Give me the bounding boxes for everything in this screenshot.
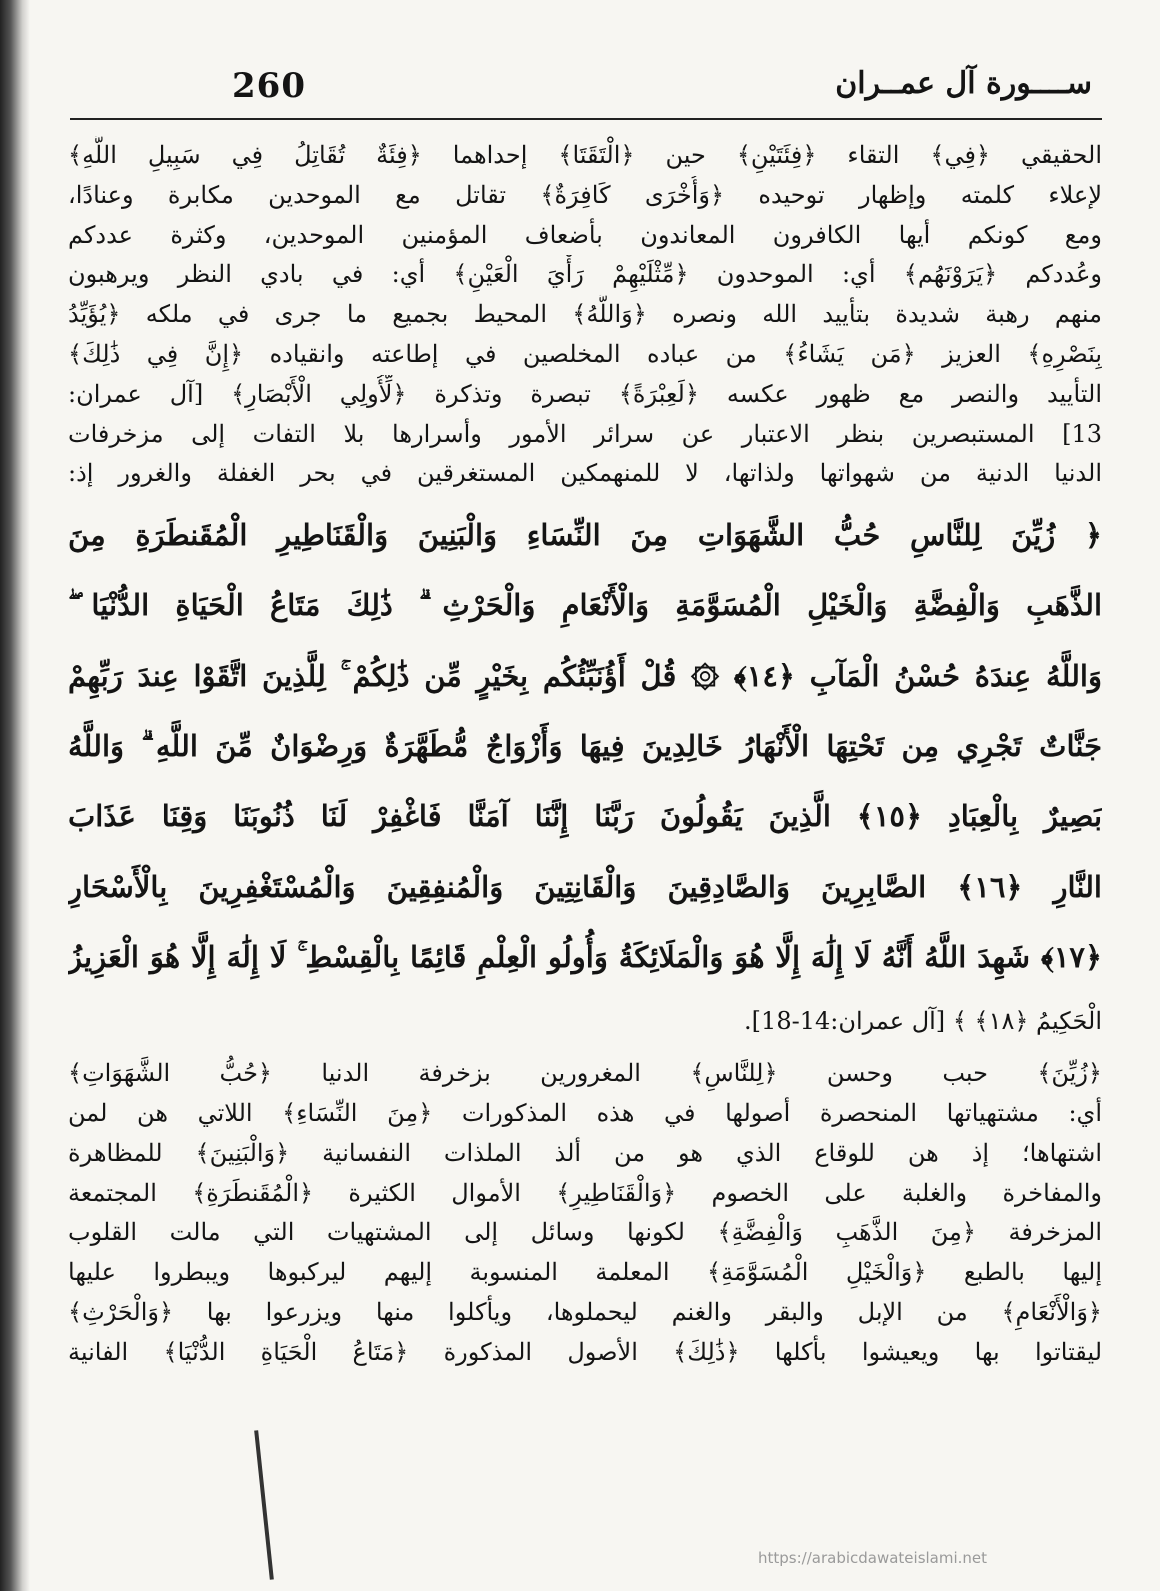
commentary-line: التأييد والنصر مع ظهور عكسه ﴿لَعِبْرَةً﴾ تبصرة وتذكرة ﴿لِّأُولِي الْأَبْصَارِ﴾ [آل عمران:	[68, 379, 1102, 408]
pen-stroke-mark	[254, 1430, 274, 1580]
commentary-line: لإعلاء كلمته وإظهار توحيده ﴿وَأُخْرَى كَافِرَةٌ﴾ تقاتل مع الموحدين مكابرة وعنادًا،	[68, 180, 1102, 209]
quran-verse-line: ﴿١٧﴾ شَهِدَ اللَّهُ أَنَّهُ لَا إِلَٰهَ إِلَّا هُوَ وَالْمَلَائِكَةُ وَأُولُو الْعِلْمِ قَائِمًا بِالْقِسْطِ ۚ لَا إِلَٰهَ إِلَّا هُوَ الْعَزِيزُ	[68, 939, 1102, 974]
commentary-line: الحقيقي ﴿فِي﴾ التقاء ﴿فِئَتَيْنِ﴾ حين ﴿الْتَقَتَا﴾ إحداهما ﴿فِئَةٌ تُقَاتِلُ فِي سَبِيلِ اللَّهِ﴾	[68, 141, 1102, 169]
quran-verse-line: وَاللَّهُ عِندَهُ حُسْنُ الْمَآبِ ﴿١٤﴾ ۞ قُلْ أَؤُنَبِّئُكُم بِخَيْرٍ مِّن ذَٰلِكُمْ ۚ لِلَّذِينَ اتَّقَوْا عِندَ رَبِّهِمْ	[68, 658, 1102, 693]
commentary-line: اشتهاها؛ إذ هن للوقاع الذي هو من ألذ الملذات النفسانية ﴿وَالْبَنِينَ﴾ للمظاهرة	[68, 1138, 1102, 1167]
commentary-line: ليقتاتوا بها ويعيشوا بأكلها ﴿ذَٰلِكَ﴾ الأصول المذكورة ﴿مَتَاعُ الْحَيَاةِ الدُّنْيَا﴾ الفانية	[68, 1337, 1102, 1366]
surah-title: ســــورة آل عمــران	[835, 66, 1092, 101]
quran-verse-end-line	[68, 992, 1102, 1050]
quran-verse-line: الذَّهَبِ وَالْفِضَّةِ وَالْخَيْلِ الْمُسَوَّمَةِ وَالْأَنْعَامِ وَالْحَرْثِ ۗ ذَٰلِكَ مَتَاعُ الْحَيَاةِ الدُّنْيَا ۖ	[68, 588, 1102, 623]
commentary-line: الدنيا الدنية من شهواتها ولذاتها، لا للمنهمكين المستغرقين في بحر الغفلة والغرور إذ:	[68, 459, 1102, 488]
scan-page-edge	[0, 0, 30, 1591]
quran-verses-block	[68, 500, 1102, 1050]
commentary-line: منهم رهبة شديدة بتأييد الله ونصره ﴿وَاللَّهُ﴾ المحيط بجميع ما جرى في ملكه ﴿يُؤَيِّدُ	[68, 300, 1102, 329]
watermark-url: https://arabicdawateislami.net	[758, 1549, 988, 1567]
quran-verse-line: الْحَكِيمُ ﴿١٨﴾ ﴾	[952, 1007, 1102, 1036]
verse-reference: [آل عمران:14-18].	[744, 1007, 946, 1036]
commentary-line: ﴿زُيِّنَ﴾ حبب وحسن ﴿لِلنَّاسِ﴾ المغرورين بزخرفة الدنيا ﴿حُبُّ الشَّهَوَاتِ﴾	[68, 1059, 1102, 1088]
commentary-bottom	[68, 1054, 1102, 1372]
commentary-line: والمفاخرة والغلبة على الخصوم ﴿وَالْقَنَاطِيرِ﴾ الأموال الكثيرة ﴿الْمُقَنطَرَةِ﴾ المجتمعة	[68, 1178, 1102, 1207]
quran-verse-line: بَصِيرٌ بِالْعِبَادِ ﴿١٥﴾ الَّذِينَ يَقُولُونَ رَبَّنَا إِنَّنَا آمَنَّا فَاغْفِرْ لَنَا ذُنُوبَنَا وَقِنَا عَذَابَ	[68, 799, 1102, 834]
commentary-line: أي: مشتهياتها المنحصرة أصولها في هذه المذكورات ﴿مِنَ النِّسَاءِ﴾ اللاتي هن لمن	[68, 1099, 1102, 1128]
commentary-line: المزخرفة ﴿مِنَ الذَّهَبِ وَالْفِضَّةِ﴾ لكونها وسائل إلى المشتهيات التي مالت القلوب	[68, 1218, 1102, 1247]
quran-verse-line: ﴿ زُيِّنَ لِلنَّاسِ حُبُّ الشَّهَوَاتِ مِنَ النِّسَاءِ وَالْبَنِينَ وَالْقَنَاطِيرِ الْمُقَنطَرَةِ مِنَ	[68, 518, 1102, 553]
commentary-line: 13] المستبصرين بنظر الاعتبار عن سرائر الأمور وأسرارها بلا التفات إلى مزخرفات	[68, 419, 1102, 448]
commentary-top	[68, 136, 1102, 494]
header-rule	[70, 118, 1102, 120]
page-body	[68, 136, 1102, 1373]
quran-verse-line: جَنَّاتٌ تَجْرِي مِن تَحْتِهَا الْأَنْهَارُ خَالِدِينَ فِيهَا وَأَزْوَاجٌ مُّطَهَّرَةٌ وَرِضْوَانٌ مِّنَ اللَّهِ ۗ وَاللَّهُ	[68, 729, 1102, 764]
commentary-line: بِنَصْرِهِ﴾ العزيز ﴿مَن يَشَاءُ﴾ من عباده المخلصين في إطاعته وانقياده ﴿إِنَّ فِي ذَٰلِكَ﴾	[68, 339, 1102, 368]
commentary-line: إليها بالطبع ﴿وَالْخَيْلِ الْمُسَوَّمَةِ﴾ المعلمة المنسوبة إليهم ليركبوها ويبطروا عليها	[68, 1258, 1102, 1287]
page-number: 260	[232, 66, 306, 106]
commentary-line: وعُددكم ﴿يَرَوْنَهُم﴾ أي: الموحدون ﴿مِّثْلَيْهِمْ رَأْيَ الْعَيْنِ﴾ أي: في بادي النظر ويرهبون	[68, 260, 1102, 289]
page-header	[70, 66, 1102, 114]
commentary-line: ومع كونكم أيها الكافرون المعاندون بأضعاف المؤمنين الموحدين، وكثرة عددكم	[68, 220, 1102, 249]
quran-verse-line: النَّارِ ﴿١٦﴾ الصَّابِرِينَ وَالصَّادِقِينَ وَالْقَانِتِينَ وَالْمُنفِقِينَ وَالْمُسْتَغْفِرِينَ بِالْأَسْحَارِ	[68, 869, 1102, 904]
commentary-line: ﴿وَالْأَنْعَامِ﴾ من الإبل والبقر والغنم ليحملوها، ويأكلوا منها ويزرعوا بها ﴿وَالْحَرْثِ﴾	[68, 1298, 1102, 1327]
